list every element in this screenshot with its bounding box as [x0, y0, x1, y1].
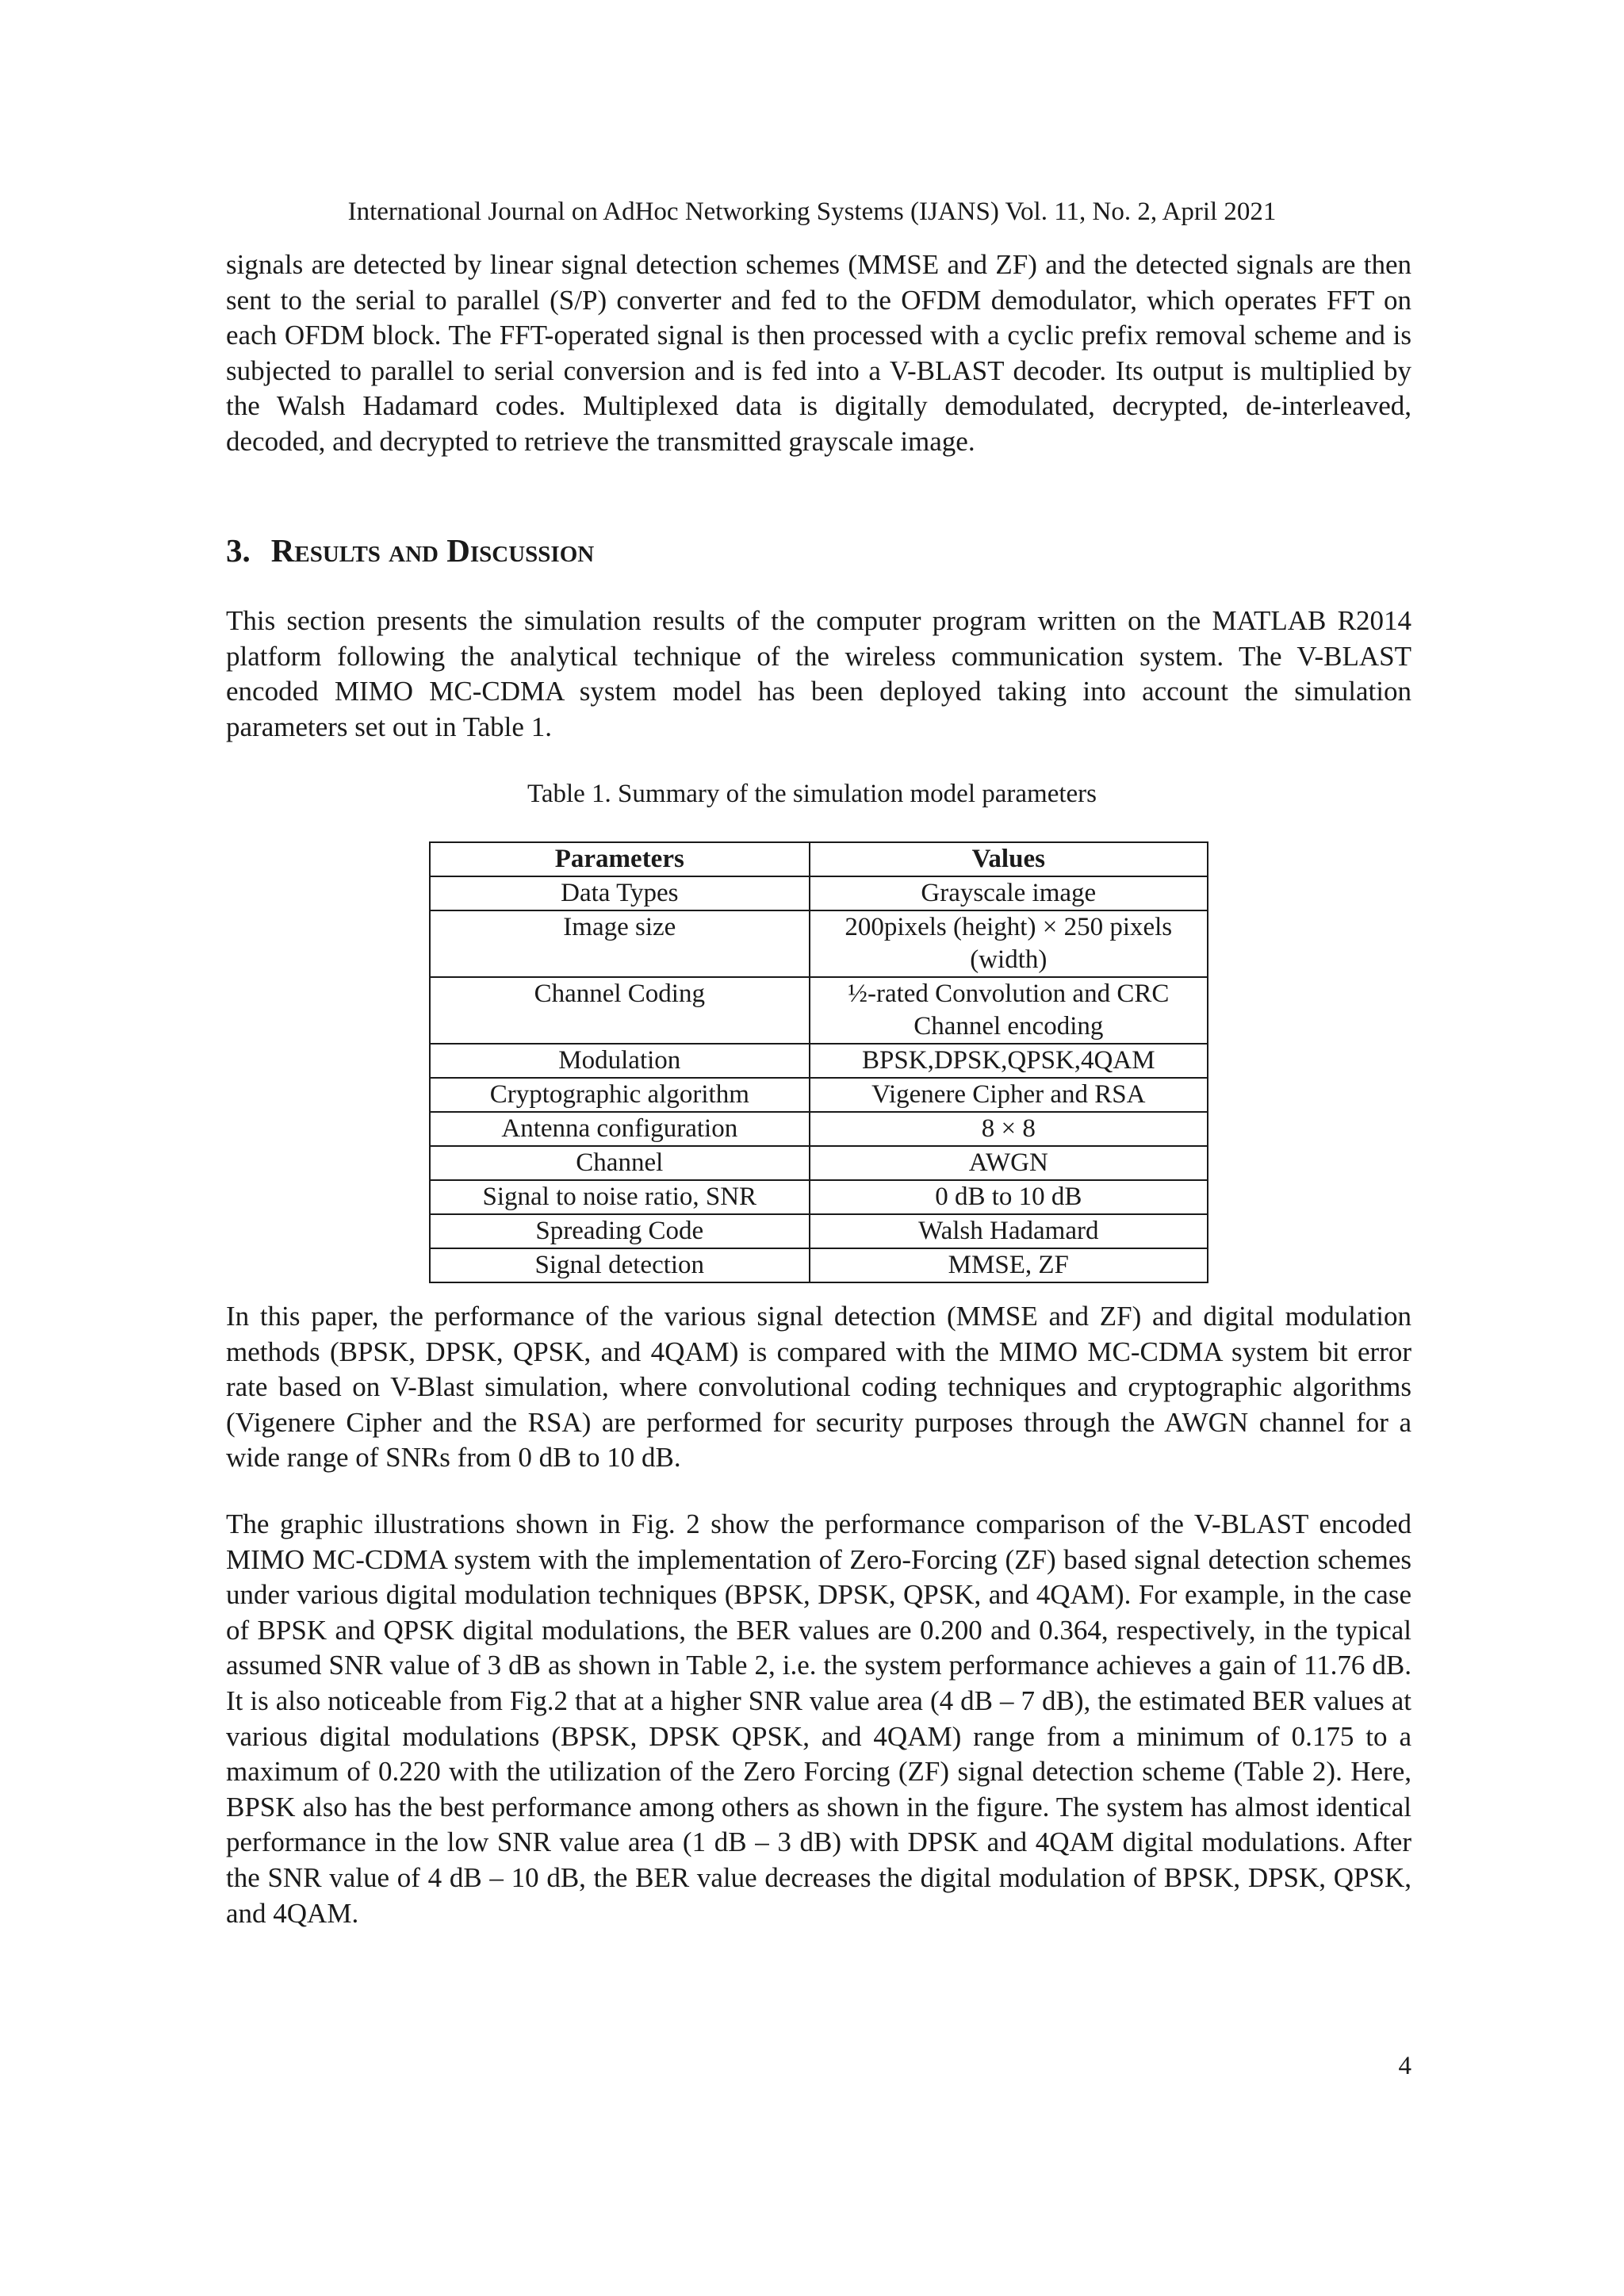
table-cell-value: ½-rated Convolution and CRC Channel encoding [810, 977, 1208, 1044]
table-row [430, 876, 1208, 910]
table-row [430, 1146, 1208, 1180]
paragraph-graphic: The graphic illustrations shown in Fig. 2 show the performance comparison of the V-BLAST encoded MIMO MC-CDMA system with the implementation of Zero-Forcing (ZF) based signal detection schemes under various digital modulation techniques (BPSK, DPSK, QPSK, and 4QAM). For example, in the case of BPSK and QPSK digital modulations, the BER values are 0.200 and 0.364, respectively, in the typical assumed SNR value of 3 dB as shown in Table 2, i.e. the system performance achieves a gain of 11.76 dB. It is also noticeable from Fig.2 that at a higher SNR value area (4 dB – 7 dB), the estimated BER values at various digital modulations (BPSK, DPSK QPSK, and 4QAM) range from a minimum of 0.175 to a maximum of 0.220 with the utilization of the Zero Forcing (ZF) signal detection scheme (Table 2). Here, BPSK also has the best performance among others as shown in the figure. The system has almost identical performance in the low SNR value area (1 dB – 3 dB) with DPSK and 4QAM digital modulations. After the SNR value of 4 dB – 10 dB, the BER value decreases the digital modulation of BPSK, DPSK, QPSK, and 4QAM. [226, 1508, 1411, 1929]
table-row [430, 1078, 1208, 1112]
table-cell-parameter: Cryptographic algorithm [430, 1078, 810, 1112]
table-header-row [430, 842, 1208, 876]
table-header-parameters: Parameters [430, 842, 810, 876]
table-cell-parameter: Signal to noise ratio, SNR [430, 1180, 810, 1214]
table-cell-parameter: Channel Coding [430, 977, 810, 1044]
table-cell-value: AWGN [810, 1146, 1208, 1180]
parameters-table [429, 841, 1208, 1283]
table-cell-parameter: Image size [430, 910, 810, 977]
table-row [430, 1248, 1208, 1282]
table-cell-value: Walsh Hadamard [810, 1214, 1208, 1248]
section-heading [226, 531, 594, 570]
table-row [430, 1180, 1208, 1214]
table-row [430, 1214, 1208, 1248]
page-number: 4 [1398, 2052, 1411, 2080]
table-row [430, 1044, 1208, 1078]
table-cell-value: Grayscale image [810, 876, 1208, 910]
section-number: 3. [226, 532, 251, 569]
table-cell-parameter: Spreading Code [430, 1214, 810, 1248]
running-header: International Journal on AdHoc Networking Systems (IJANS) Vol. 11, No. 2, April 2021 [347, 197, 1277, 226]
table-cell-value: 200pixels (height) × 250 pixels (width) [810, 910, 1208, 977]
table-cell-value: MMSE, ZF [810, 1248, 1208, 1282]
table-cell-parameter: Antenna configuration [430, 1112, 810, 1146]
table-cell-value: BPSK,DPSK,QPSK,4QAM [810, 1044, 1208, 1078]
section-title: Results and Discussion [270, 532, 595, 569]
table-row [430, 910, 1208, 977]
table-header-values: Values [810, 842, 1208, 876]
table-cell-parameter: Modulation [430, 1044, 810, 1078]
paragraph-intro: signals are detected by linear signal detection schemes (MMSE and ZF) and the detected signals are then sent to the serial to parallel (S/P) converter and fed to the OFDM demodulator, which operates FFT on each OFDM block. The FFT-operated signal is then processed with a cyclic prefix removal scheme and is subjected to parallel to serial conversion and is fed into a V-BLAST decoder. Its output is multiplied by the Walsh Hadamard codes. Multiplexed data is digitally demodulated, decrypted, de-interleaved, decoded, and decrypted to retrieve the transmitted grayscale image. [226, 249, 1411, 457]
paragraph-section-intro: This section presents the simulation results of the computer program written on the MATLAB R2014 platform following the analytical technique of the wireless communication system. The V-BLAST encoded MIMO MC-CDMA system model has been deployed taking into account the simulation parameters set out in Table 1. [226, 605, 1411, 742]
table-cell-parameter: Data Types [430, 876, 810, 910]
table-cell-parameter: Signal detection [430, 1248, 810, 1282]
table-cell-value: 0 dB to 10 dB [810, 1180, 1208, 1214]
table-cell-parameter: Channel [430, 1146, 810, 1180]
paragraph-performance: In this paper, the performance of the various signal detection (MMSE and ZF) and digital modulation methods (BPSK, DPSK, QPSK, and 4QAM) is compared with the MIMO MC-CDMA system bit error rate based on V-Blast simulation, where convolutional coding techniques and cryptographic algorithms (Vigenere Cipher and the RSA) are performed for security purposes through the AWGN channel for a wide range of SNRs from 0 dB to 10 dB. [226, 1301, 1411, 1474]
table-cell-value: Vigenere Cipher and RSA [810, 1078, 1208, 1112]
table-cell-value: 8 × 8 [810, 1112, 1208, 1146]
table-row [430, 1112, 1208, 1146]
table-row [430, 977, 1208, 1044]
table-caption: Table 1. Summary of the simulation model parameters [527, 780, 1097, 808]
